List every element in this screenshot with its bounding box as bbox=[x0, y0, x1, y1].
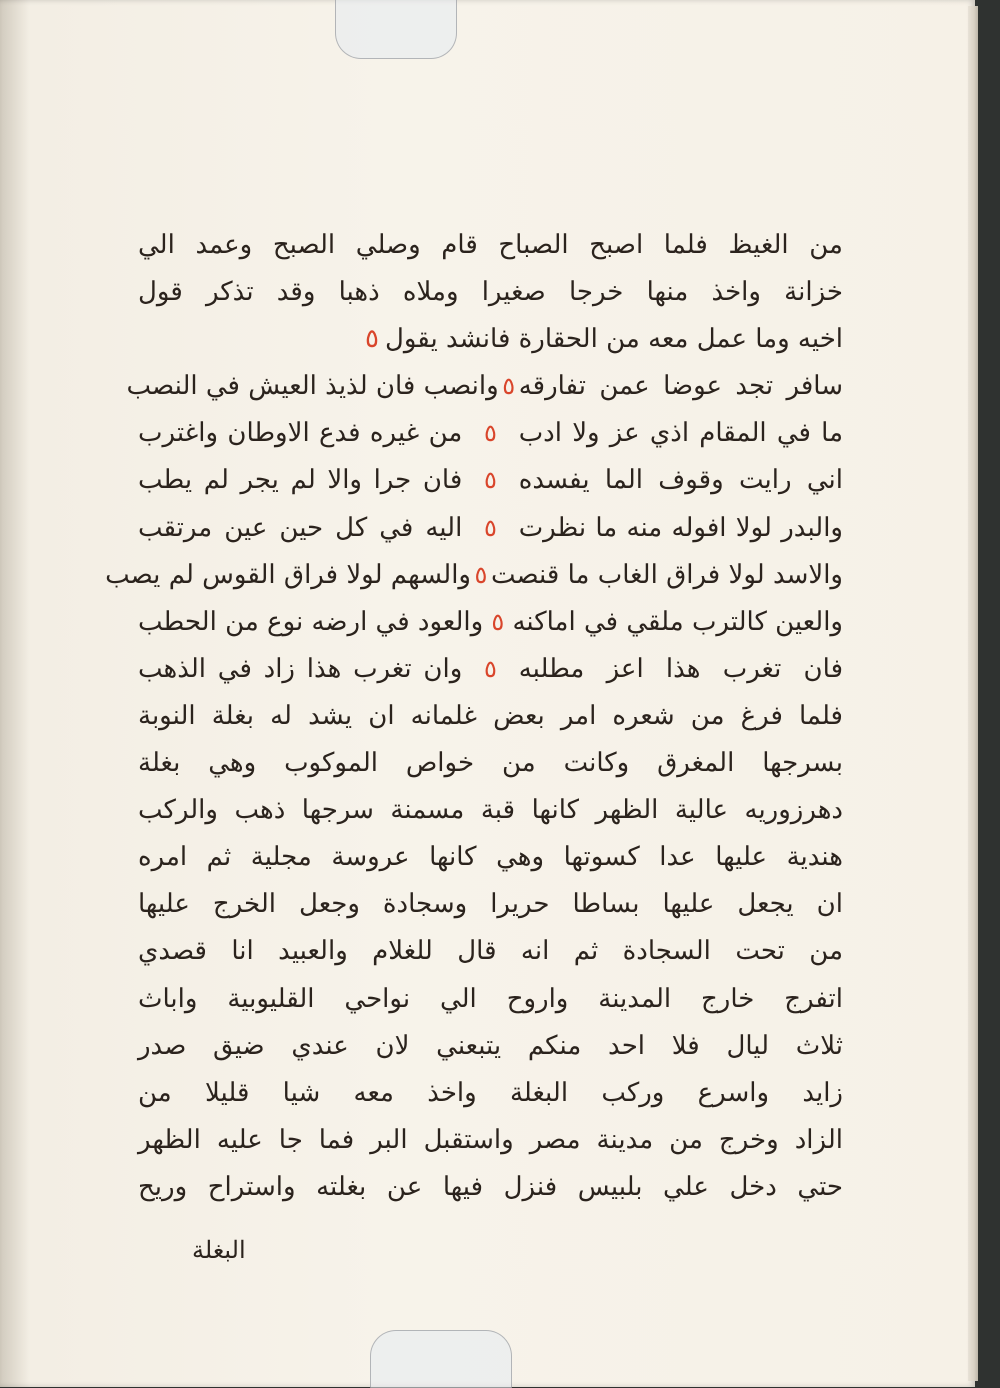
verse-line bbox=[105, 552, 843, 599]
text-line: دهرزوريه عالية الظهر كانها قبة مسمنة سرجها ذهب والركب bbox=[138, 795, 843, 826]
verse-separator: ٥ bbox=[502, 372, 516, 401]
text-block bbox=[105, 222, 843, 1211]
verse-second-hemistich: وان تغرب هذا زاد في الذهب bbox=[138, 653, 463, 684]
catchword: البغلة bbox=[192, 1236, 246, 1264]
verse-separator: ٥ bbox=[484, 513, 497, 542]
verse-first-hemistich: والعين كالترب ملقي في اماكنه bbox=[512, 606, 843, 637]
text-line: حتي دخل علي بلبيس فنزل فيها عن بغلته واستراح وريح bbox=[138, 1171, 843, 1202]
verse-line bbox=[126, 363, 843, 410]
verse-separator: ٥ bbox=[484, 466, 497, 495]
text-line: اتفرج خارج المدينة واروح الي نواحي القليوبية واباث bbox=[138, 983, 843, 1014]
verse-first-hemistich: والبدر لولا افوله منه ما نظرت bbox=[518, 512, 843, 543]
verse-second-hemistich: فان جرا والا لم يجر لم يطب bbox=[138, 465, 463, 496]
verse-separator: ٥ bbox=[491, 607, 505, 636]
verse-first-hemistich: فان تغرب هذا اعز مطلبه bbox=[518, 653, 843, 684]
text-line: من تحت السجادة ثم انه قال للغلام والعبيد انا قصدي bbox=[138, 936, 843, 967]
text-line: هندية عليها عدا كسوتها وهي كانها عروسة مجلية ثم امره bbox=[138, 842, 843, 873]
text-line: الزاد وخرج من مدينة مصر واستقبل البر فما جا عليه الظهر bbox=[138, 1124, 843, 1155]
verse-separator: ٥ bbox=[484, 654, 497, 683]
verse-line bbox=[138, 410, 843, 457]
text-line: فلما فرغ من شعره امر بعض غلمانه ان يشد له بغلة النوبة bbox=[138, 700, 843, 731]
gutter-shadow bbox=[0, 0, 30, 1387]
text-line: اخيه وما عمل معه من الحقارة فانشد يقول bbox=[384, 324, 843, 355]
poem bbox=[105, 363, 843, 693]
verse-line bbox=[138, 599, 843, 646]
page-edge bbox=[968, 6, 978, 1381]
verse-first-hemistich: سافر تجد عوضا عمن تفارقه bbox=[518, 371, 843, 402]
verse-separator: ٥ bbox=[474, 560, 488, 589]
binding-clip-bottom bbox=[370, 1330, 512, 1388]
verse-first-hemistich: والاسد لولا فراق الغاب ما قنصت bbox=[490, 559, 843, 590]
text-line: ان يجعل عليها بساطا حريرا وسجادة وجعل الخرج عليها bbox=[138, 889, 843, 920]
verse-line bbox=[138, 646, 843, 693]
text-line: خزانة واخذ منها خرجا صغيرا وملاه ذهبا وقد تذكر قول bbox=[138, 277, 843, 308]
verse-second-hemistich: وانصب فان لذيذ العيش في النصب bbox=[126, 371, 499, 402]
verse-separator: ٥ bbox=[484, 419, 497, 448]
verse-first-hemistich: اني رايت وقوف الما يفسده bbox=[518, 465, 843, 496]
binding-clip-top bbox=[335, 0, 457, 59]
text-line: من الغيظ فلما اصبح الصباح قام وصلي الصبح وعمد الي bbox=[138, 230, 843, 260]
text-line: بسرجها المغرق وكانت من خواص الموكوب وهي بغلة bbox=[138, 748, 843, 779]
verse-second-hemistich: اليه في كل حين عين مرتقب bbox=[138, 512, 463, 543]
verse-second-hemistich: من غيره فدع الاوطان واغترب bbox=[138, 418, 463, 449]
verse-second-hemistich: والسهم لولا فراق القوس لم يصب bbox=[105, 559, 471, 590]
verse-second-hemistich: والعود في ارضه نوع من الحطب bbox=[138, 606, 484, 637]
verse-line bbox=[138, 505, 843, 552]
intro-line bbox=[138, 316, 843, 363]
text-line: زايد واسرع وركب البغلة واخذ معه شيا قليلا من bbox=[138, 1077, 843, 1108]
text-line: ثلاث ليال فلا احد منكم يتبعني لان عندي ضيق صدر bbox=[138, 1030, 843, 1061]
verse-first-hemistich: ما في المقام اذي عز ولا ادب bbox=[518, 418, 843, 449]
verse-line bbox=[138, 457, 843, 504]
rubric-mark: ٥ bbox=[365, 324, 379, 355]
